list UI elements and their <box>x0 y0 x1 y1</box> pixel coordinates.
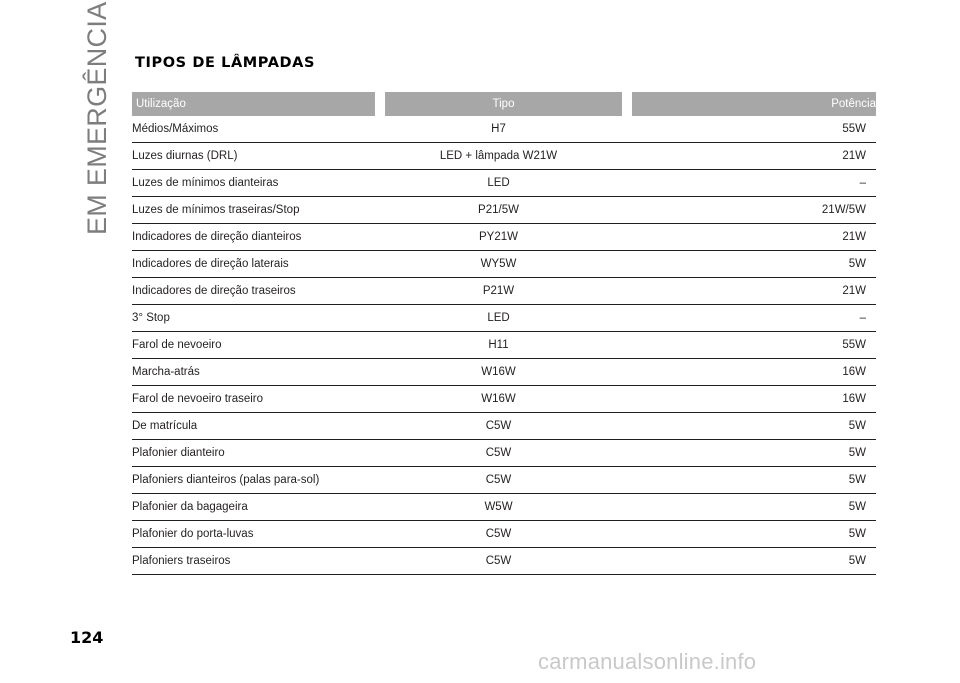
cell-usage: Indicadores de direção dianteiros <box>132 231 302 243</box>
header-usage: Utilização <box>132 92 375 116</box>
bulb-types-table <box>132 92 876 575</box>
cell-type: PY21W <box>479 231 518 243</box>
cell-power: 21W <box>842 285 866 297</box>
cell-type: H11 <box>488 339 509 351</box>
cell-type: P21W <box>482 285 515 297</box>
cell-usage: Plafonier dianteiro <box>132 447 225 459</box>
cell-usage: De matrícula <box>132 420 198 432</box>
table-row <box>132 548 876 575</box>
cell-power: 5W <box>848 528 866 540</box>
cell-usage: Plafoniers traseiros <box>132 555 231 567</box>
table-row <box>132 332 876 359</box>
cell-usage: Luzes diurnas (DRL) <box>132 150 238 162</box>
cell-power: 21W/5W <box>821 204 866 216</box>
cell-usage: Indicadores de direção traseiros <box>132 285 296 297</box>
table-row <box>132 143 876 170</box>
cell-type: W16W <box>481 366 516 378</box>
cell-power: 5W <box>848 555 866 567</box>
cell-usage: Médios/Máximos <box>132 123 219 135</box>
cell-usage: Farol de nevoeiro traseiro <box>132 393 264 405</box>
cell-type: LED + lâmpada W21W <box>439 150 558 162</box>
cell-power: 5W <box>848 447 866 459</box>
cell-power: 21W <box>842 150 866 162</box>
cell-power: 5W <box>848 258 866 270</box>
cell-usage: Marcha-atrás <box>132 366 200 378</box>
footer-watermark: carmanualsonline.info <box>538 649 757 674</box>
table-row <box>132 386 876 413</box>
cell-usage: Luzes de mínimos dianteiras <box>132 177 279 189</box>
cell-power: 16W <box>842 393 866 405</box>
cell-power: – <box>859 177 866 189</box>
cell-power: 55W <box>842 123 866 135</box>
cell-power: – <box>859 312 866 324</box>
cell-type: C5W <box>485 420 512 432</box>
cell-type: P21/5W <box>478 204 519 216</box>
table-row <box>132 278 876 305</box>
header-power: Potência <box>632 92 876 116</box>
cell-usage: Farol de nevoeiro <box>132 339 222 351</box>
table-row <box>132 521 876 548</box>
table-row <box>132 251 876 278</box>
cell-type: C5W <box>485 528 512 540</box>
cell-type: C5W <box>485 474 512 486</box>
cell-type: W16W <box>481 393 516 405</box>
cell-power: 16W <box>842 366 866 378</box>
table-body <box>132 116 876 575</box>
section-title: TIPOS DE LÂMPADAS <box>135 55 316 71</box>
table-row <box>132 197 876 224</box>
cell-usage: Plafonier da bagageira <box>132 501 248 513</box>
cell-power: 55W <box>842 339 866 351</box>
cell-power: 5W <box>848 474 866 486</box>
header-type: Tipo <box>385 92 622 116</box>
cell-power: 5W <box>848 501 866 513</box>
cell-power: 21W <box>842 231 866 243</box>
table-header <box>132 92 876 116</box>
cell-type: W5W <box>484 501 513 513</box>
table-row <box>132 359 876 386</box>
table-row <box>132 440 876 467</box>
table-row <box>132 494 876 521</box>
cell-usage: 3° Stop <box>132 312 170 324</box>
table-row <box>132 305 876 332</box>
page-number: 124 <box>70 628 104 647</box>
cell-type: C5W <box>485 447 512 459</box>
table-row <box>132 224 876 251</box>
table-row <box>132 413 876 440</box>
side-section-title: EM EMERGÊNCIA <box>82 1 112 235</box>
cell-usage: Plafonier do porta-luvas <box>132 528 254 540</box>
cell-usage: Indicadores de direção laterais <box>132 258 289 270</box>
cell-power: 5W <box>848 420 866 432</box>
cell-usage: Luzes de mínimos traseiras/Stop <box>132 204 300 216</box>
table-row <box>132 116 876 143</box>
cell-type: C5W <box>485 555 512 567</box>
cell-usage: Plafoniers dianteiros (palas para-sol) <box>132 474 320 486</box>
cell-type: WY5W <box>480 258 517 270</box>
cell-type: LED <box>487 177 510 189</box>
table-row <box>132 467 876 494</box>
cell-type: LED <box>487 312 510 324</box>
cell-type: H7 <box>491 123 506 135</box>
table-row <box>132 170 876 197</box>
